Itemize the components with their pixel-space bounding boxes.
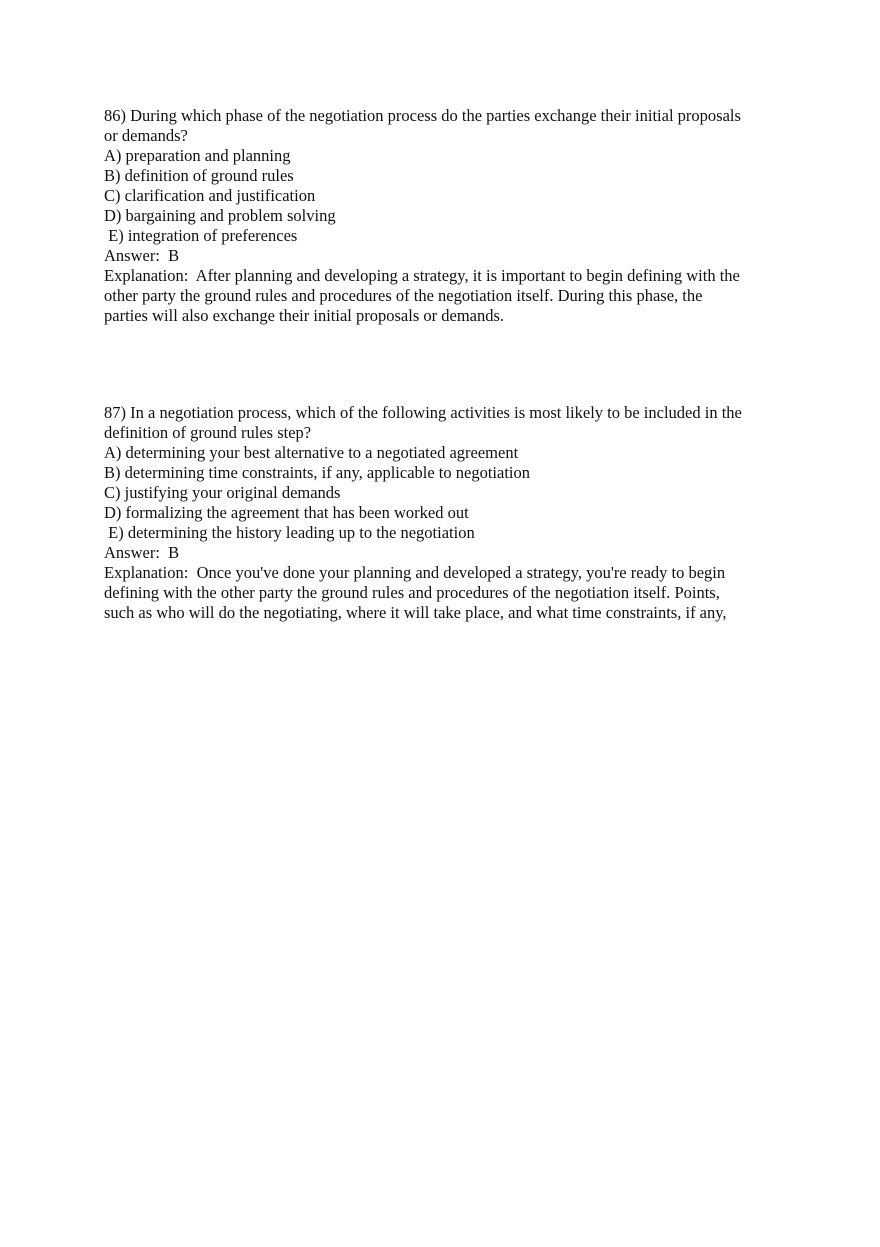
question-stem-line: definition of ground rules step? (104, 423, 312, 442)
question-stem-line: 87) In a negotiation process, which of the following activities is most likely to be included in the (104, 403, 742, 422)
answer-option-a: A) preparation and planning (104, 146, 291, 165)
answer-option-e: E) integration of preferences (104, 226, 298, 245)
explanation-line: parties will also exchange their initial proposals or demands. (104, 306, 505, 325)
answer-option-e: E) determining the history leading up to the negotiation (104, 523, 475, 542)
question-87 (104, 403, 776, 623)
question-stem-line: or demands? (104, 126, 188, 145)
question-86 (104, 106, 776, 326)
explanation-line: such as who will do the negotiating, where it will take place, and what time constraints, if any, (104, 603, 727, 622)
answer-option-d: D) bargaining and problem solving (104, 206, 336, 225)
answer-option-c: C) justifying your original demands (104, 483, 341, 502)
answer-option-a: A) determining your best alternative to a negotiated agreement (104, 443, 519, 462)
answer-option-c: C) clarification and justification (104, 186, 316, 205)
correct-answer: Answer: B (104, 246, 180, 265)
explanation-line: other party the ground rules and procedures of the negotiation itself. During this phase, the (104, 286, 703, 305)
answer-option-b: B) determining time constraints, if any, applicable to negotiation (104, 463, 530, 482)
explanation-line: Explanation: Once you've done your planning and developed a strategy, you're ready to begin (104, 563, 726, 582)
answer-option-d: D) formalizing the agreement that has been worked out (104, 503, 469, 522)
question-stem-line: 86) During which phase of the negotiation process do the parties exchange their initial proposals (104, 106, 741, 125)
correct-answer: Answer: B (104, 543, 180, 562)
answer-option-b: B) definition of ground rules (104, 166, 294, 185)
explanation-line: defining with the other party the ground rules and procedures of the negotiation itself. Points, (104, 583, 720, 602)
explanation-line: Explanation: After planning and developing a strategy, it is important to begin defining with the (104, 266, 740, 285)
